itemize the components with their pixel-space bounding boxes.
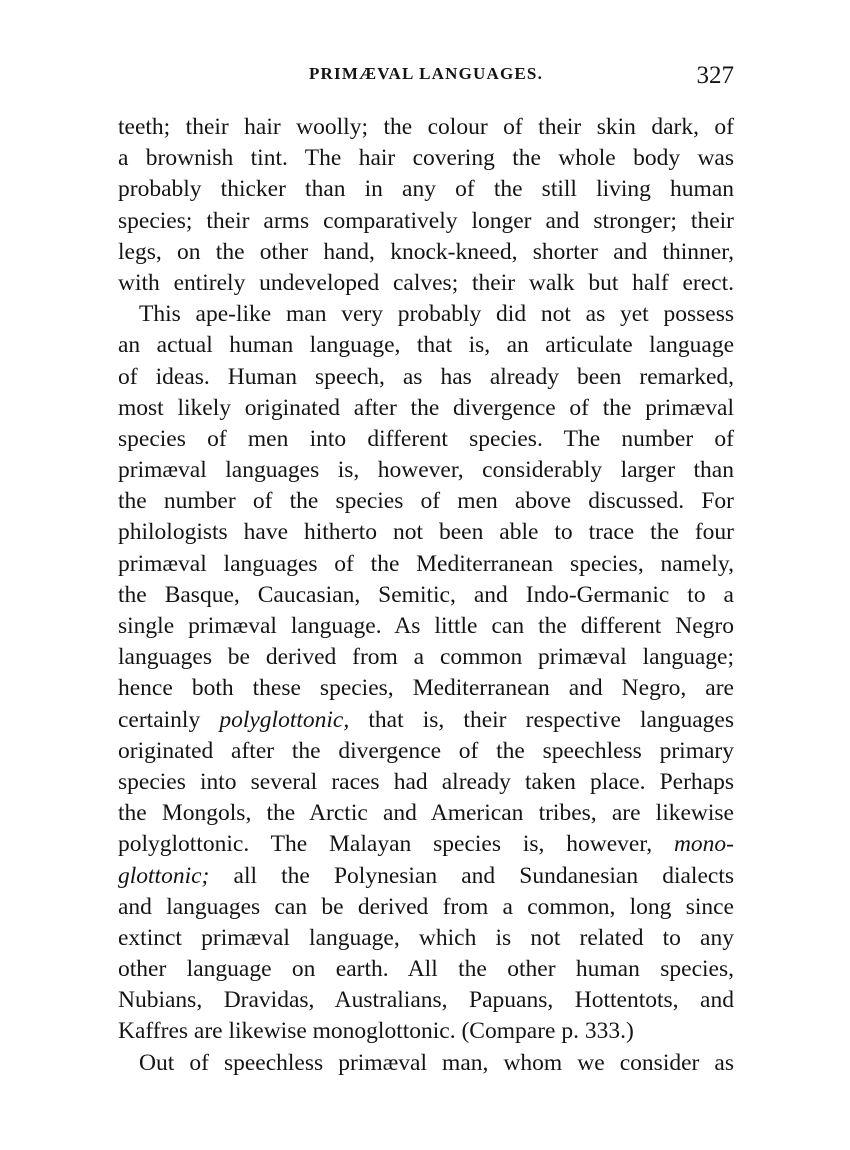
text-line: species of men into different species. The number of	[118, 425, 734, 452]
body-text	[118, 112, 734, 1079]
text-line: the Mongols, the Arctic and American tribes, are likewise	[118, 800, 734, 827]
text-line: a brownish tint. The hair covering the whole body was	[118, 145, 734, 172]
paragraph-last-line: Kaffres are likewise monoglottonic. (Compare p. 333.)	[118, 1018, 634, 1045]
text-line: most likely originated after the divergence of the primæval	[118, 394, 734, 421]
text-line: of ideas. Human speech, as has already been remarked,	[118, 363, 734, 390]
text-fragment: polyglottonic. The Malayan species is, however,	[118, 831, 674, 858]
italic-term: glottonic;	[118, 862, 210, 889]
italic-term: polyglottonic,	[219, 706, 350, 733]
paragraph-first-line: Out of speechless primæval man, whom we consider as	[139, 1049, 734, 1076]
text-line: philologists have hitherto not been able to trace the four	[118, 519, 734, 546]
paragraph-first-line: This ape-like man very probably did not as yet possess	[139, 301, 734, 328]
text-fragment: all the Polynesian and Sundanesian dialects	[209, 862, 734, 889]
text-line: and languages can be derived from a common, long since	[118, 893, 734, 920]
text-line: probably thicker than in any of the still living human	[118, 176, 734, 203]
text-line: single primæval language. As little can the different Negro	[118, 613, 734, 639]
text-line: Nubians, Dravidas, Australians, Papuans, Hottentots, and	[118, 987, 734, 1014]
text-fragment: certainly	[118, 706, 220, 733]
text-line: the Basque, Caucasian, Semitic, and Indo-Germanic to a	[118, 581, 734, 608]
text-line: extinct primæval language, which is not related to any	[118, 924, 734, 951]
text-line: the number of the species of men above discussed. For	[118, 488, 734, 515]
text-line: languages be derived from a common primæval language;	[118, 644, 734, 671]
text-line: hence both these species, Mediterranean and Negro, are	[118, 675, 734, 702]
page-number: 327	[696, 62, 734, 89]
text-line: species into several races had already taken place. Perhaps	[118, 768, 734, 795]
text-line: with entirely undeveloped calves; their walk but half erect.	[118, 269, 734, 296]
text-line: teeth; their hair woolly; the colour of their skin dark, of	[118, 114, 734, 140]
italic-term: mono-	[673, 831, 734, 858]
running-header	[118, 62, 734, 90]
text-line: an actual human language, that is, an articulate language	[118, 332, 734, 359]
running-title: PRIMÆVAL LANGUAGES.	[308, 64, 544, 83]
text-line	[118, 861, 734, 892]
text-fragment: that is, their respective languages	[349, 706, 734, 733]
text-line: species; their arms comparatively longer and stronger; their	[118, 207, 734, 234]
text-line: primæval languages is, however, considerably larger than	[118, 457, 734, 484]
text-line	[118, 705, 734, 736]
text-line: primæval languages of the Mediterranean species, namely,	[118, 550, 734, 577]
text-line: originated after the divergence of the speechless primary	[118, 737, 734, 764]
text-line: other language on earth. All the other human species,	[118, 956, 734, 983]
text-line	[118, 829, 734, 860]
text-line: legs, on the other hand, knock-kneed, shorter and thinner,	[118, 238, 734, 265]
